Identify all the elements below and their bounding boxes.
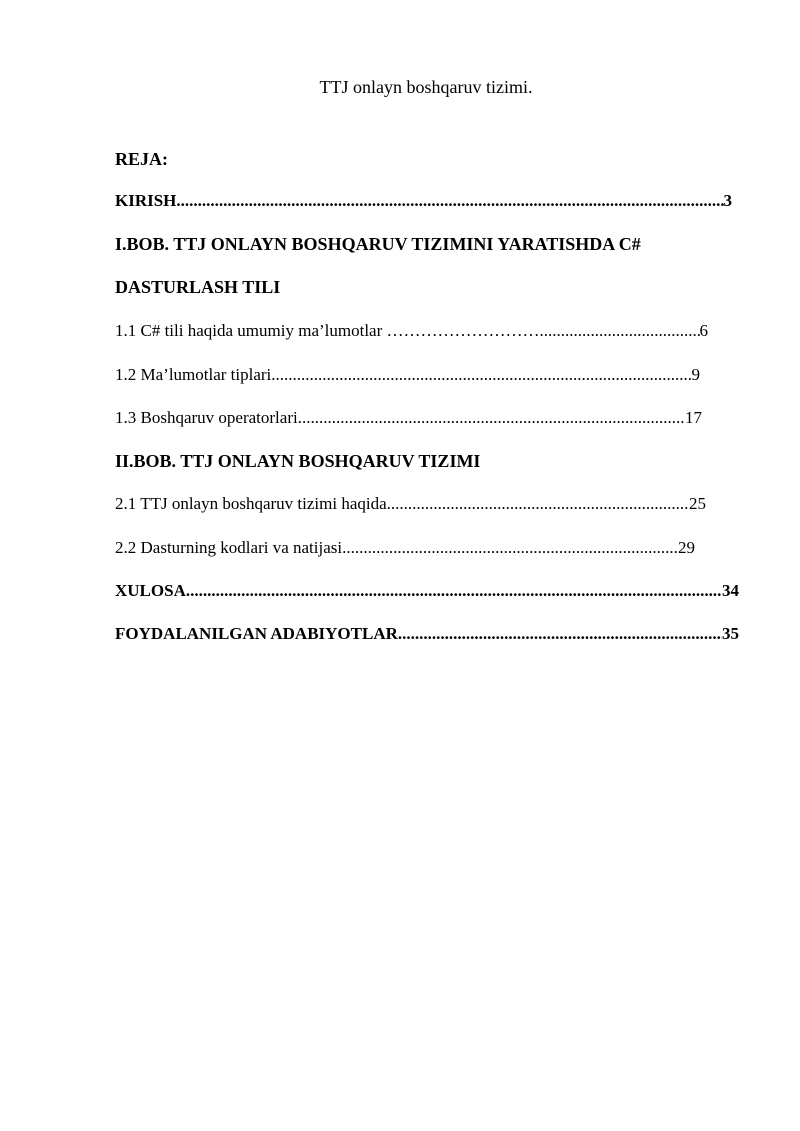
toc-label: KIRISH [115, 191, 177, 210]
toc-leader-dots [387, 493, 689, 515]
chapter1-heading-line2: DASTURLASH TILI [115, 277, 281, 297]
toc-page-number: 35 [722, 624, 739, 643]
toc-leader-dots [342, 537, 678, 559]
toc-entry-1-1 [115, 320, 708, 342]
toc-label: 1.1 C# tili haqida umumiy ma’lumotlar ……………………… [115, 321, 540, 340]
toc-page-number: 25 [689, 494, 706, 513]
toc-label: 2.1 TTJ onlayn boshqaruv tizimi haqida [115, 494, 387, 513]
toc-label: XULOSA [115, 581, 186, 600]
toc-page-number: 29 [678, 538, 695, 557]
toc-entry-1-2 [115, 364, 700, 386]
document-title: TTJ onlayn boshqaruv tizimi. [319, 77, 533, 97]
chapter2-heading: II.BOB. TTJ ONLAYN BOSHQARUV TIZIMI [115, 451, 481, 471]
toc-leader-dots [540, 320, 700, 342]
toc-entry-conclusion [115, 580, 739, 602]
toc-page-number: 34 [722, 581, 739, 600]
toc-entry-2-2 [115, 537, 695, 559]
toc-leader-dots [176, 190, 723, 212]
plan-heading: REJA: [115, 149, 168, 169]
toc-entry-references [115, 623, 739, 645]
toc-leader-dots [398, 623, 722, 645]
toc-entry-2-1 [115, 493, 706, 515]
toc-leader-dots [271, 364, 691, 386]
toc-leader-dots [298, 407, 685, 429]
toc-label: 1.2 Ma’lumotlar tiplari [115, 365, 272, 384]
toc-entry-1-3 [115, 407, 702, 429]
toc-page-number: 9 [691, 365, 700, 384]
toc-leader-dots [186, 580, 722, 602]
toc-page-number: 6 [699, 321, 708, 340]
chapter1-heading-line1: I.BOB. TTJ ONLAYN BOSHQARUV TIZIMINI YARATISHDA C# [115, 234, 641, 254]
toc-label: FOYDALANILGAN ADABIYOTLAR [115, 624, 398, 643]
toc-page-number: 17 [685, 408, 702, 427]
toc-page-number: 3 [723, 191, 732, 210]
toc-label: 2.2 Dasturning kodlari va natijasi [115, 538, 343, 557]
toc-label: 1.3 Boshqaruv operatorlari [115, 408, 298, 427]
toc-entry-intro [115, 190, 732, 212]
